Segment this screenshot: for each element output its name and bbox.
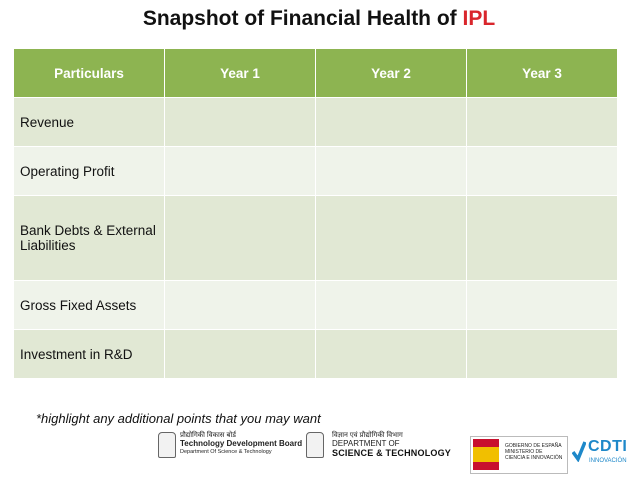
table-cell [467, 281, 618, 330]
title-highlight: IPL [462, 7, 496, 30]
table-cell [316, 196, 467, 281]
table-cell [467, 98, 618, 147]
row-label-operating-profit: Operating Profit [14, 147, 165, 196]
table-cell [165, 281, 316, 330]
header-year-3: Year 3 [467, 49, 618, 98]
table-row [14, 281, 618, 330]
table-row [14, 330, 618, 379]
row-label-bank-debts: Bank Debts & External Liabilities [14, 196, 165, 281]
dst-line2: SCIENCE & TECHNOLOGY [332, 448, 452, 458]
cdti-check-icon [572, 440, 586, 462]
cdti-logo [572, 436, 628, 472]
table-cell [165, 196, 316, 281]
financial-table [13, 48, 618, 379]
page-title [0, 7, 638, 31]
row-label-investment-rd: Investment in R&D [14, 330, 165, 379]
table-header-row [14, 49, 618, 98]
dst-logo [306, 432, 456, 464]
tdb-department: Department Of Science & Technology [180, 449, 272, 455]
footnote: *highlight any additional points that you may want [36, 411, 321, 426]
cdti-name: CDTI [588, 438, 628, 455]
title-main: Snapshot of Financial Health of [142, 7, 463, 30]
dst-line1: DEPARTMENT OF [332, 439, 400, 448]
tdb-logo [158, 432, 303, 464]
table-cell [316, 330, 467, 379]
table-cell [467, 147, 618, 196]
dst-hindi-name: विज्ञान एवं प्रौद्योगिकी विभाग [332, 432, 403, 439]
table-row [14, 196, 618, 281]
table-cell [467, 330, 618, 379]
table-cell [165, 98, 316, 147]
tdb-name: Technology Development Board [180, 439, 303, 448]
row-label-gross-fixed-assets: Gross Fixed Assets [14, 281, 165, 330]
header-year-2: Year 2 [316, 49, 467, 98]
table-cell [467, 196, 618, 281]
spain-ministry-logo [470, 436, 568, 474]
ashoka-emblem-icon [158, 432, 176, 458]
table-cell [316, 281, 467, 330]
table-cell [316, 147, 467, 196]
table-cell [165, 330, 316, 379]
row-label-revenue: Revenue [14, 98, 165, 147]
header-particulars: Particulars [14, 49, 165, 98]
tdb-hindi-name: प्रौद्योगिकी विकास बोर्ड [180, 432, 237, 439]
cdti-subtitle: INNOVACIÓN [589, 458, 627, 464]
table-row [14, 147, 618, 196]
table-cell [316, 98, 467, 147]
header-year-1: Year 1 [165, 49, 316, 98]
table-cell [165, 147, 316, 196]
table-row [14, 98, 618, 147]
ashoka-emblem-icon [306, 432, 324, 458]
spain-ministry-text: GOBIERNO DE ESPAÑA MINISTERIO DE CIENCIA E INNOVACIÓN [505, 443, 563, 461]
spain-coat-of-arms-icon [473, 439, 499, 470]
